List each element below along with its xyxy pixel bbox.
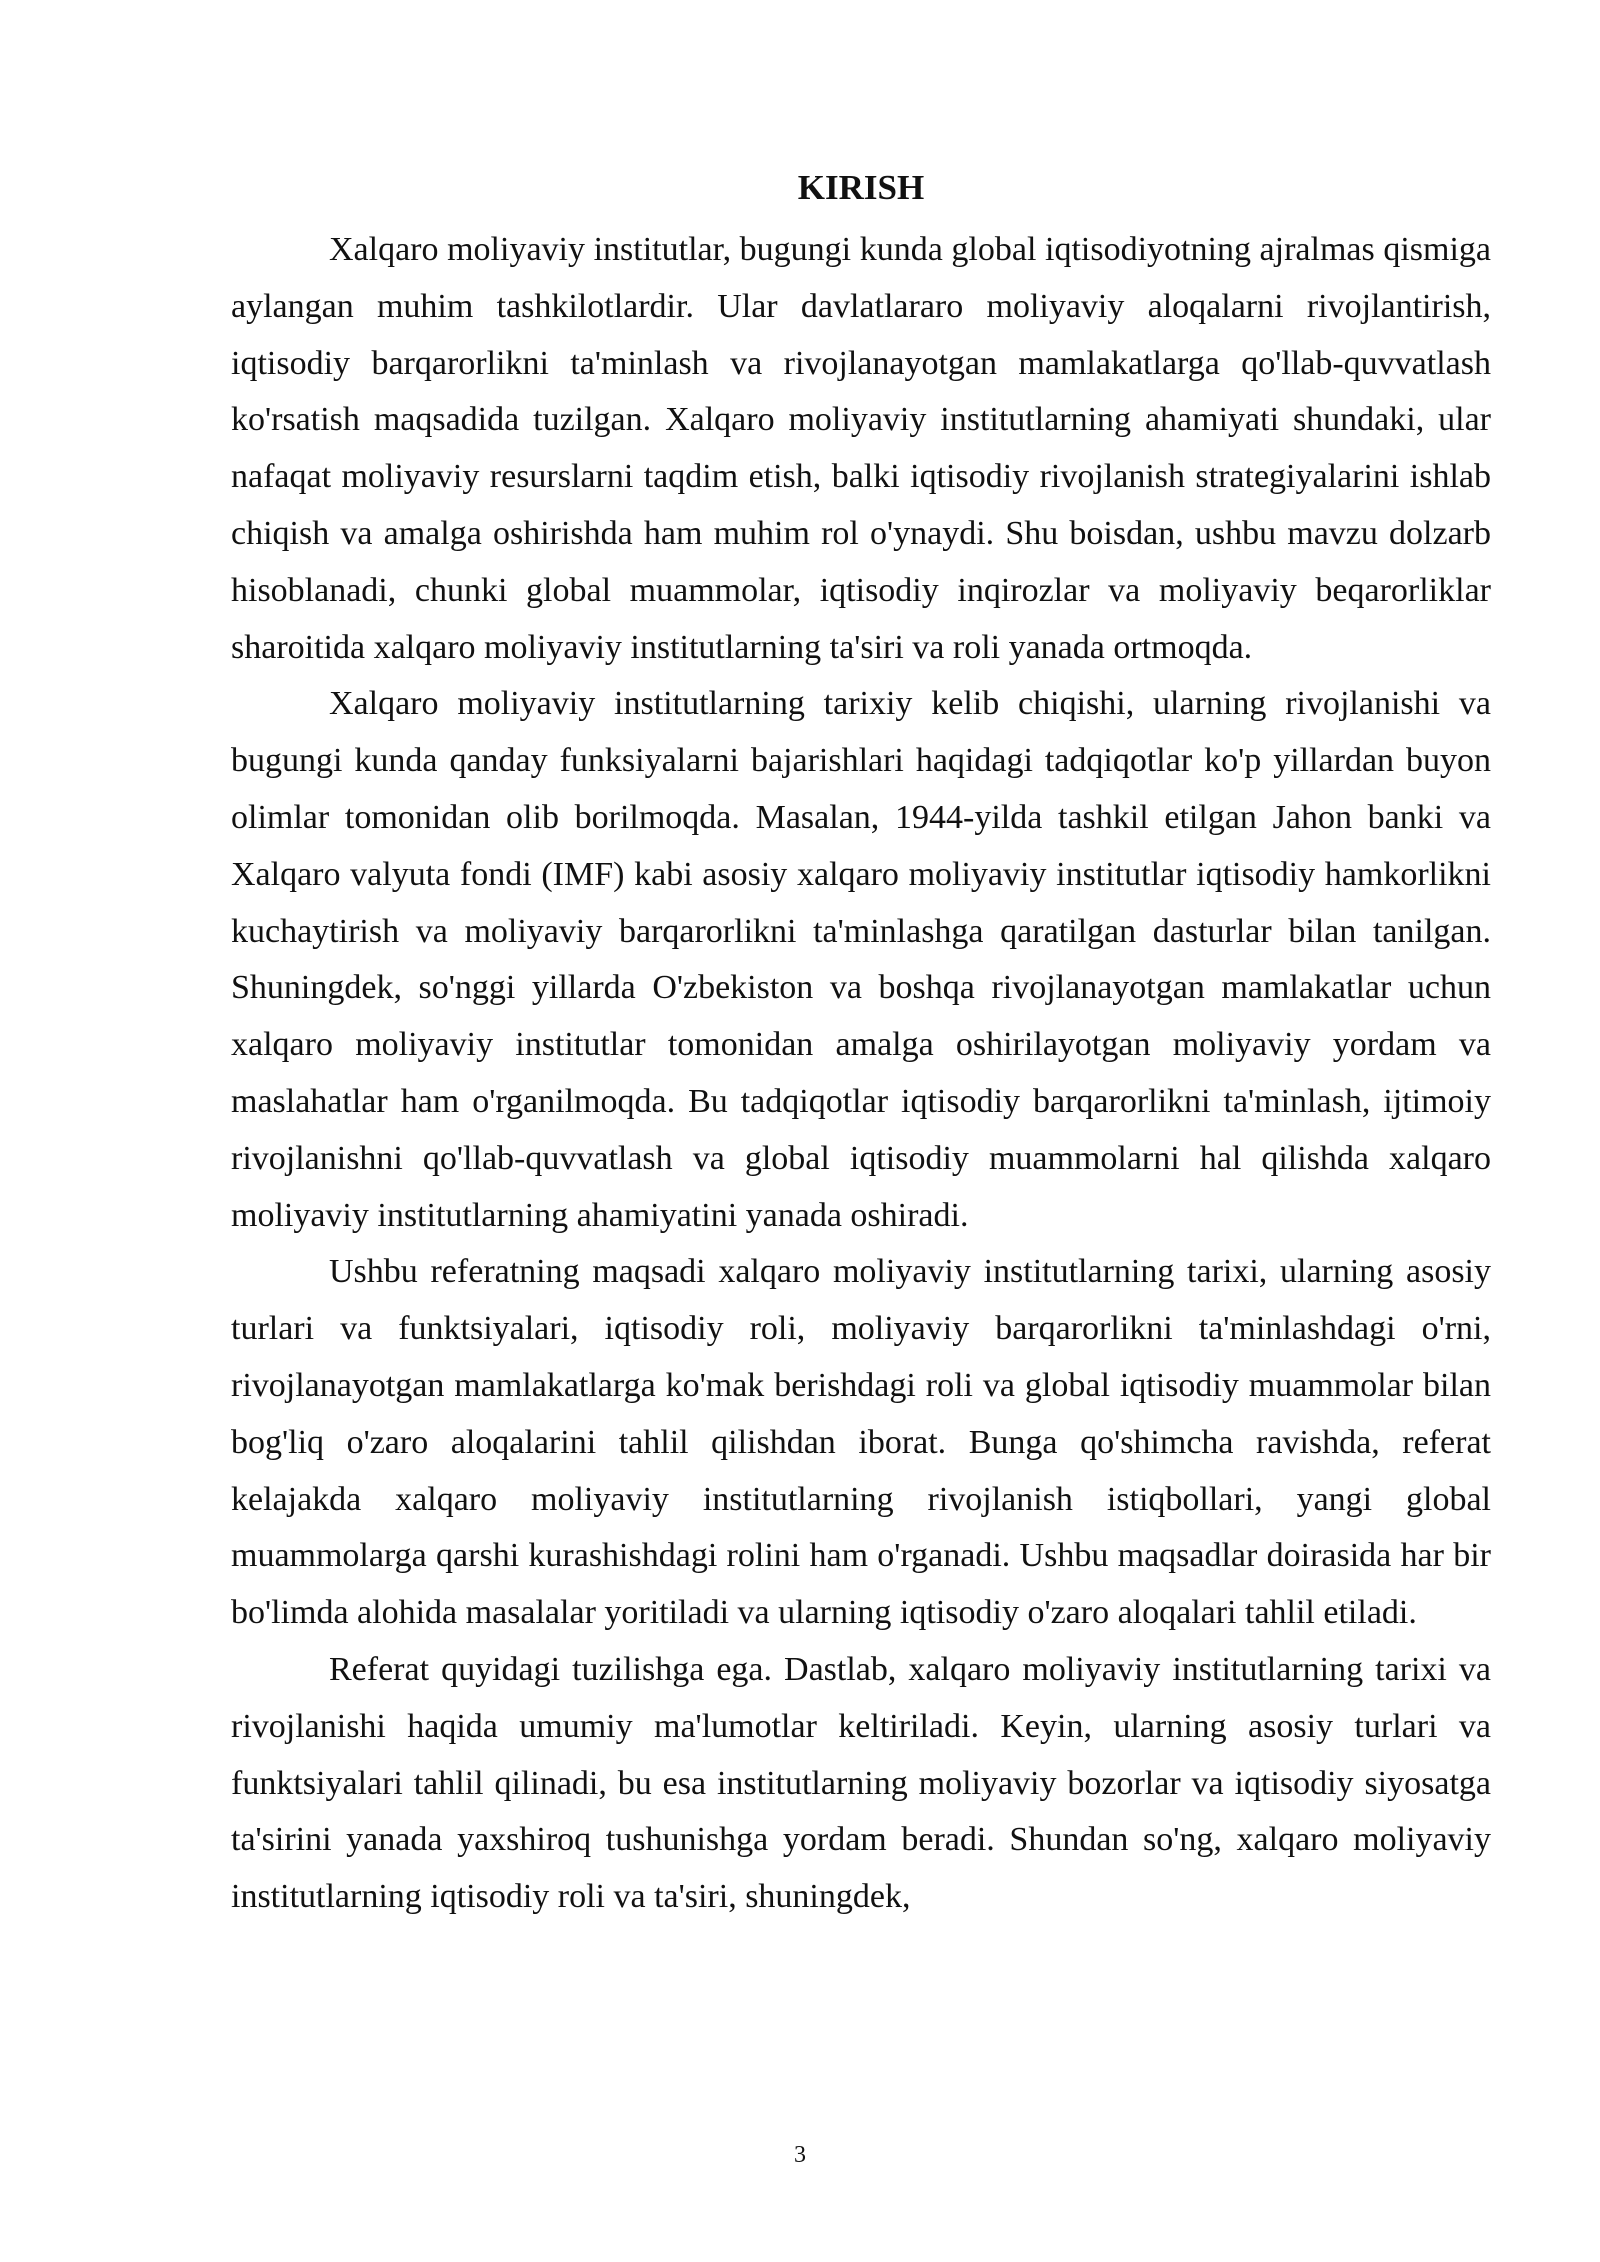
paragraph-3: Ushbu referatning maqsadi xalqaro moliyaviy institutlarning tarixi, ularning asosiy turlari va funktsiyalari, iqtisodiy roli, moliyaviy barqarorlikni ta'minlashdagi o'rni, rivojlanayotgan mamlakatlarga ko'mak berishdagi roli va global iqtisodiy muammolar bilan bog'liq o'zaro aloqalarini tahlil qilishdan iborat. Bunga qo'shimcha ravishda, referat kelajakda xalqaro moliyaviy institutlarning rivojlanish istiqbollari, yangi global muammolarga qarshi kurashishdagi rolini ham o'rganadi. Ushbu maqsadlar doirasida har bir bo'limda alohida masalalar yoritiladi va ularning iqtisodiy o'zaro aloqalari tahlil etiladi. (231, 1253, 1491, 1632)
page-number: 3 (794, 2142, 806, 2168)
paragraph-2: Xalqaro moliyaviy institutlarning tarixiy kelib chiqishi, ularning rivojlanishi va bugungi kunda qanday funksiyalarni bajarishlari haqidagi tadqiqotlar ko'p yillardan buyon olimlar tomonidan olib borilmoqda. Masalan, 1944-yilda tashkil etilgan Jahon banki va Xalqaro valyuta fondi (IMF) kabi asosiy xalqaro moliyaviy institutlar iqtisodiy hamkorlikni kuchaytirish va moliyaviy barqarorlikni ta'minlashga qaratilgan dasturlar bilan tanilgan. Shuningdek, so'nggi yillarda O'zbekiston va boshqa rivojlanayotgan mamlakatlar uchun xalqaro moliyaviy institutlar tomonidan amalga oshirilayotgan moliyaviy yordam va maslahatlar ham o'rganilmoqda. Bu tadqiqotlar iqtisodiy barqarorlikni ta'minlash, ijtimoiy rivojlanishni qo'llab-quvvatlash va global iqtisodiy muammolarni hal qilishda xalqaro moliyaviy institutlarning ahamiyatini yanada oshiradi. (231, 685, 1491, 1234)
page-body (231, 160, 1491, 1926)
page-title: KIRISH (797, 168, 925, 207)
paragraph-1: Xalqaro moliyaviy institutlar, bugungi kunda global iqtisodiyotning ajralmas qismiga aylangan muhim tashkilotlardir. Ular davlatlararo moliyaviy aloqalarni rivojlantirish, iqtisodiy barqarorlikni ta'minlash va rivojlanayotgan mamlakatlarga qo'llab-quvvatlash ko'rsatish maqsadida tuzilgan. Xalqaro moliyaviy institutlarning ahamiyati shundaki, ular nafaqat moliyaviy resurslarni taqdim etish, balki iqtisodiy rivojlanish strategiyalarini ishlab chiqish va amalga oshirishda ham muhim rol o'ynaydi. Shu boisdan, ushbu mavzu dolzarb hisoblanadi, chunki global muammolar, iqtisodiy inqirozlar va moliyaviy beqarorliklar sharoitida xalqaro moliyaviy institutlarning ta'siri va roli yanada ortmoqda. (231, 231, 1491, 666)
paragraph-4: Referat quyidagi tuzilishga ega. Dastlab, xalqaro moliyaviy institutlarning tarixi va rivojlanishi haqida umumiy ma'lumotlar keltiriladi. Keyin, ularning asosiy turlari va funktsiyalari tahlil qilinadi, bu esa institutlarning moliyaviy bozorlar va iqtisodiy siyosatga ta'sirini yanada yaxshiroq tushunishga yordam beradi. Shundan so'ng, xalqaro moliyaviy institutlarning iqtisodiy roli va ta'siri, shuningdek, (231, 1650, 1491, 1916)
